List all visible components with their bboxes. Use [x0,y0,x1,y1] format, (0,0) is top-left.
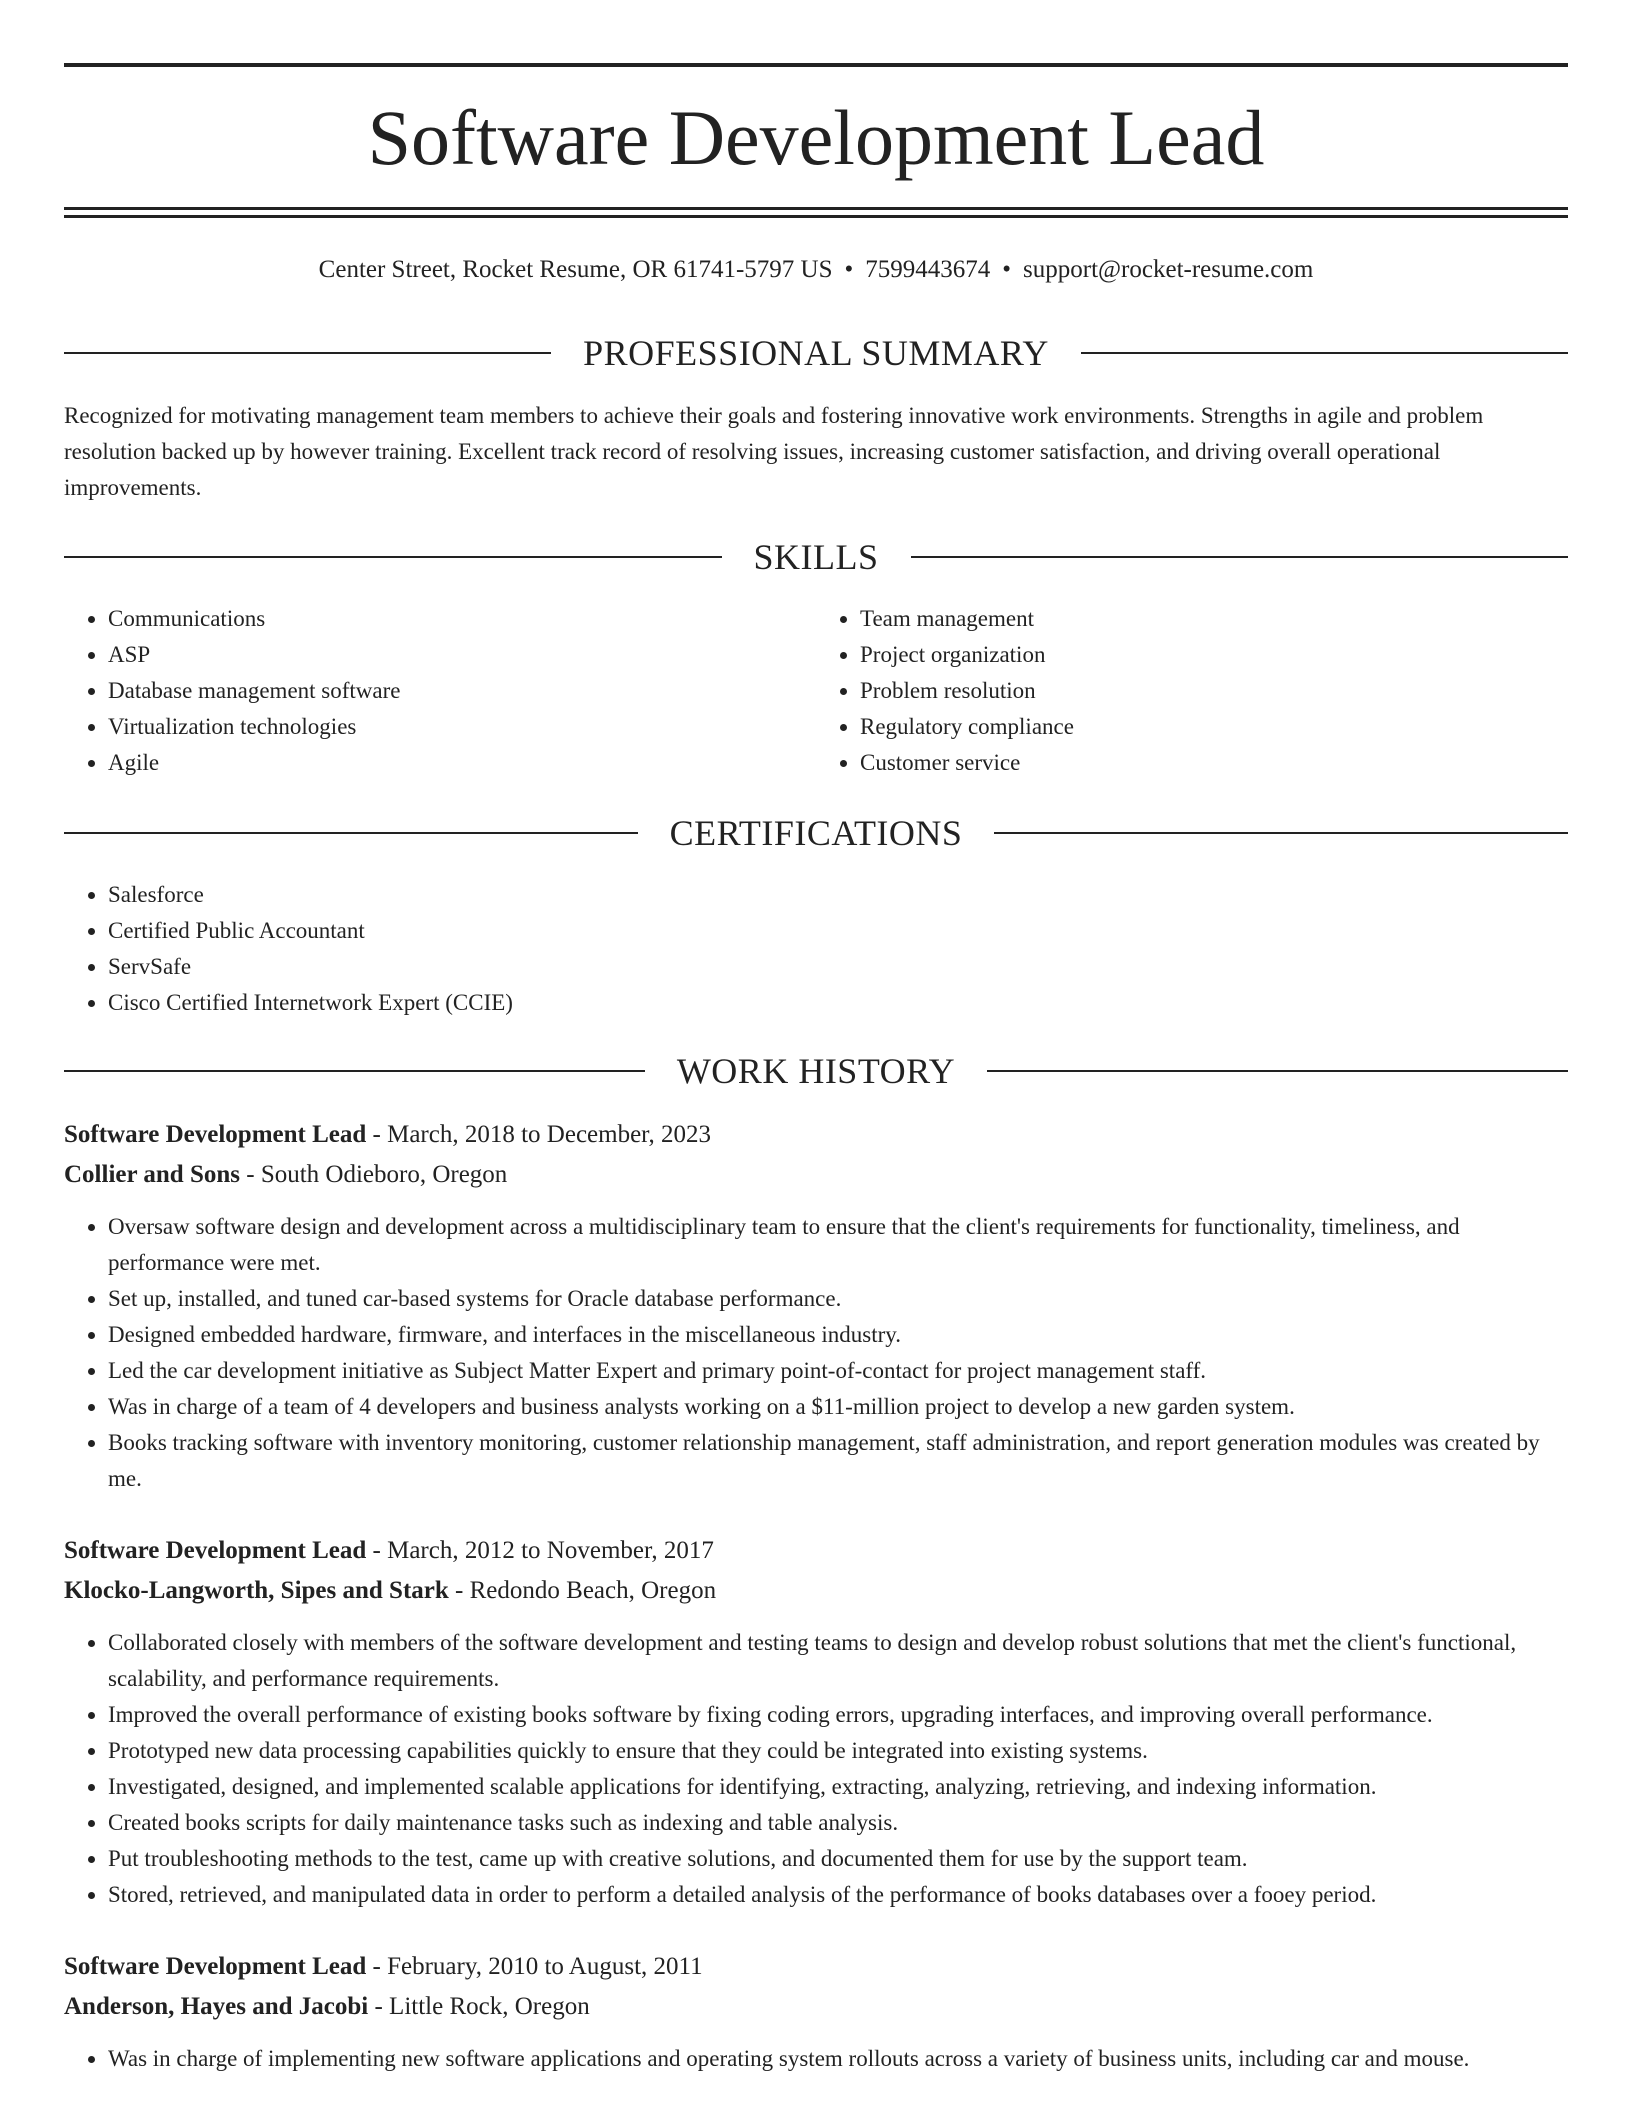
job-dates: February, 2010 to August, 2011 [387,1953,703,1980]
job-bullet: • Led the car development initiative as Subject Matter Expert and primary point-of-contact for project management staff. [108,1353,1568,1389]
job-role: Software Development Lead [64,1537,367,1564]
heading-rule-left [64,832,638,834]
job-role: Software Development Lead [64,1953,367,1980]
heading-rule-right [911,556,1569,558]
skills-list-left [64,601,816,781]
job-company: Collier and Sons [64,1161,240,1188]
job-bullet: • Stored, retrieved, and manipulated data in order to perform a detailed analysis of the performance of books databases over a fooey period. [108,1877,1568,1913]
header-bottom-rule-second [64,215,1568,218]
certification-item: • Salesforce [108,877,1568,913]
job-title-line: Software Development Lead - March, 2018 to December, 2023 [64,1121,712,1148]
skill-item: • Regulatory compliance [860,709,1568,745]
skill-item: • Agile [108,745,816,781]
heading-rule-left [64,1070,645,1072]
job-entry [64,1531,1568,1611]
summary-title: PROFESSIONAL SUMMARY [583,333,1049,373]
summary-heading [64,331,1568,375]
certifications-heading [64,811,1568,855]
skill-item: • Customer service [860,745,1568,781]
skill-item: • Problem resolution [860,673,1568,709]
job-title-line: Software Development Lead - February, 2010 to August, 2011 [64,1953,703,1980]
certifications-title: CERTIFICATIONS [669,813,963,853]
job-bullets-section [64,1625,1568,1913]
skill-item: • ASP [108,637,816,673]
job-company: Klocko-Langworth, Sipes and Stark [64,1577,449,1604]
certifications-section [64,877,1568,1021]
job-bullets-section [64,1209,1568,1497]
heading-rule-right [987,1070,1568,1072]
contact-separator: • [844,256,854,283]
job-bullet: • Put troubleshooting methods to the test, came up with creative solutions, and documented them for use by the support team. [108,1841,1568,1877]
job-title-line: Software Development Lead - March, 2012 to November, 2017 [64,1537,714,1564]
heading-rule-left [64,352,551,354]
job-company-line: Anderson, Hayes and Jacobi - Little Rock, Oregon [64,1993,590,2020]
job-bullet: • Improved the overall performance of existing books software by fixing coding errors, upgrading interfaces, and improving overall performance. [108,1697,1568,1733]
job-bullet: • Created books scripts for daily maintenance tasks such as indexing and table analysis. [108,1805,1568,1841]
job-location: South Odieboro, Oregon [260,1161,508,1188]
contact-phone: 7599443674 [865,256,991,283]
heading-rule-right [994,832,1568,834]
job-role: Software Development Lead [64,1121,367,1148]
contact-email: support@rocket-resume.com [1023,256,1314,283]
job-bullets [64,2041,1568,2077]
job-entry [64,1115,1568,1195]
certification-item: • Certified Public Accountant [108,913,1568,949]
job-bullet: • Books tracking software with inventory monitoring, customer relationship management, staff administration, and report generation modules was created by me. [108,1425,1568,1497]
heading-rule-right [1081,352,1568,354]
summary-section [64,398,1568,506]
job-bullet: • Was in charge of implementing new software applications and operating system rollouts across a variety of business units, including car and mouse. [108,2041,1568,2077]
job-dates: March, 2012 to November, 2017 [387,1537,714,1564]
job-bullet: • Designed embedded hardware, firmware, and interfaces in the miscellaneous industry. [108,1317,1568,1353]
work-history-heading [64,1049,1568,1093]
resume-name: Software Development Lead [367,94,1265,181]
skills-list-right [816,601,1568,781]
certification-item: • ServSafe [108,949,1568,985]
skills-section [64,601,1568,781]
job-bullet: • Oversaw software design and development across a multidisciplinary team to ensure that the client's requirements for functionality, timeliness, and performance were met. [108,1209,1568,1281]
job-bullet: • Set up, installed, and tuned car-based systems for Oracle database performance. [108,1281,1568,1317]
job-bullets [64,1209,1568,1497]
job-location: Redondo Beach, Oregon [469,1577,717,1604]
job-company-line: Collier and Sons - South Odieboro, Oregon [64,1161,508,1188]
job-entry [64,1947,1568,2027]
job-bullet: • Collaborated closely with members of the software development and testing teams to design and develop robust solutions that met the client's functional, scalability, and performance requirements. [108,1625,1568,1697]
skill-item: • Project organization [860,637,1568,673]
heading-rule-left [64,556,722,558]
contact-address: Center Street, Rocket Resume, OR 61741-5797 US [318,256,833,283]
job-bullet: • Prototyped new data processing capabilities quickly to ensure that they could be integrated into existing systems. [108,1733,1568,1769]
contact-line [64,254,1568,286]
skill-item: • Virtualization technologies [108,709,816,745]
header-top-rule [64,63,1568,67]
skill-item: • Communications [108,601,816,637]
work-history-title: WORK HISTORY [676,1051,956,1091]
job-bullets [64,1625,1568,1913]
summary-text: Recognized for motivating management team members to achieve their goals and fostering innovative work environments. Strengths in agile and problem resolution backed up by however training. Excellent track record of resolving issues, increasing customer satisfaction, and driving overall operational improvements. [64,403,1484,500]
certifications-list [64,877,1568,1021]
certification-item: • Cisco Certified Internetwork Expert (CCIE) [108,985,1568,1021]
job-bullet: • Investigated, designed, and implemented scalable applications for identifying, extracting, analyzing, retrieving, and indexing information. [108,1769,1568,1805]
job-dates: March, 2018 to December, 2023 [387,1121,712,1148]
header-bottom-rule [64,207,1568,210]
job-bullets-section [64,2041,1568,2077]
contact-separator: • [1002,256,1012,283]
skills-title: SKILLS [753,537,879,577]
job-company: Anderson, Hayes and Jacobi [64,1993,369,2020]
skill-item: • Team management [860,601,1568,637]
skill-item: • Database management software [108,673,816,709]
job-location: Little Rock, Oregon [389,1993,590,2020]
job-company-line: Klocko-Langworth, Sipes and Stark - Redondo Beach, Oregon [64,1577,717,1604]
job-bullet: • Was in charge of a team of 4 developers and business analysts working on a $11-million project to develop a new garden system. [108,1389,1568,1425]
skills-heading [64,535,1568,579]
